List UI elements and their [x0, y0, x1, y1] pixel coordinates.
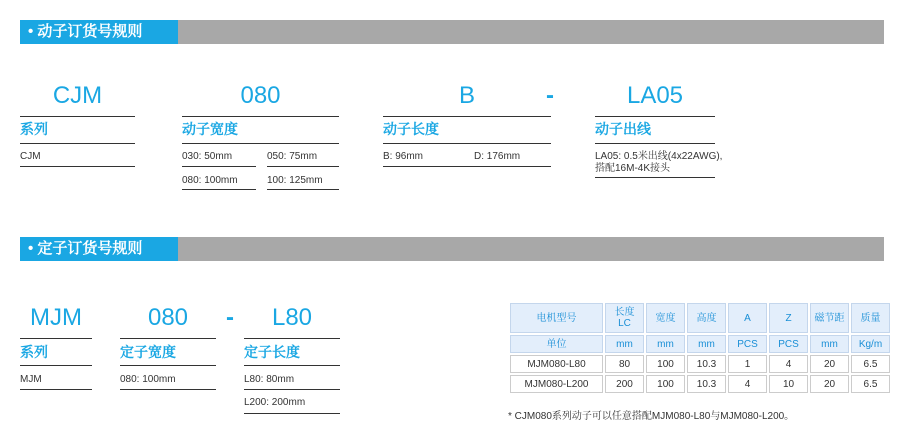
table-cell: 4	[769, 355, 808, 373]
stator-width-mid-line	[120, 365, 216, 366]
rotor-width-row2-line-a	[182, 189, 256, 190]
table-footnote: * CJM080系列动子可以任意搭配MJM080-L80与MJM080-L200。	[508, 411, 795, 422]
stator-series-label: 系列	[20, 344, 48, 360]
rotor-series-bottom-line	[20, 166, 135, 167]
table-cell: 6.5	[851, 355, 890, 373]
rotor-width-label: 动子宽度	[182, 121, 238, 137]
stator-section-bar	[20, 237, 884, 261]
rotor-outlet-value-line2: 搭配16M-4K接头	[595, 163, 671, 174]
rotor-length-label: 动子长度	[383, 121, 439, 137]
rotor-outlet-mid-line	[595, 143, 715, 144]
table-row	[510, 375, 890, 393]
table-header-cell: 高度	[687, 303, 726, 333]
table-unit-cell: PCS	[769, 335, 808, 353]
stator-length-mid-line	[244, 365, 340, 366]
table-header-cell: 质量	[851, 303, 890, 333]
rotor-length-bottom-line	[383, 166, 551, 167]
rotor-width-value-080: 080: 100mm	[182, 175, 238, 186]
table-cell: 200	[605, 375, 644, 393]
rotor-outlet-label: 动子出线	[595, 121, 651, 137]
table-cell: MJM080-L80	[510, 355, 603, 373]
table-cell: 20	[810, 375, 849, 393]
stator-code-length: L80	[271, 304, 313, 331]
rotor-width-row1-line-a	[182, 166, 256, 167]
table-unit-cell: mm	[605, 335, 644, 353]
stator-series-top-line	[20, 338, 92, 339]
stator-width-value: 080: 100mm	[120, 374, 176, 385]
stator-series-value: MJM	[20, 374, 42, 385]
table-header-cell: 磁节距	[810, 303, 849, 333]
stator-title-text: 定子订货号规则	[37, 240, 143, 257]
table-header-cell: 宽度	[646, 303, 685, 333]
rotor-length-value-d: D: 176mm	[474, 151, 521, 162]
table-row	[510, 355, 890, 373]
rotor-outlet-bottom-line	[595, 177, 715, 178]
table-unit-cell: mm	[810, 335, 849, 353]
rotor-series-label: 系列	[20, 121, 48, 137]
rotor-length-top-line	[383, 116, 551, 117]
table-header-cell: 电机型号	[510, 303, 603, 333]
rotor-width-value-050: 050: 75mm	[267, 151, 318, 162]
stator-code-width: 080	[147, 304, 189, 331]
table-cell: 100	[646, 375, 685, 393]
stator-length-value-l80: L80: 80mm	[244, 374, 295, 385]
stator-width-bottom-line	[120, 389, 216, 390]
rotor-series-value: CJM	[20, 151, 41, 162]
stator-section-title: • 定子订货号规则	[20, 237, 178, 261]
table-header-cell: A	[728, 303, 767, 333]
rotor-outlet-value-line1: LA05: 0.5米出线(4x22AWG),	[595, 151, 723, 162]
rotor-width-row2-line-b	[267, 189, 339, 190]
rotor-width-mid-line	[182, 143, 339, 144]
stator-length-row2-line	[244, 413, 340, 414]
table-cell: 80	[605, 355, 644, 373]
stator-code-series: MJM	[30, 304, 82, 331]
rotor-code-dash: -	[546, 82, 554, 109]
table-cell: 20	[810, 355, 849, 373]
table-header-cell: Z	[769, 303, 808, 333]
table-cell: 10.3	[687, 375, 726, 393]
stator-length-top-line	[244, 338, 340, 339]
rotor-width-top-line	[182, 116, 339, 117]
rotor-width-value-100: 100: 125mm	[267, 175, 323, 186]
table-unit-cell: mm	[646, 335, 685, 353]
rotor-series-mid-line	[20, 143, 135, 144]
rotor-length-mid-line	[383, 143, 551, 144]
rotor-code-length: B	[458, 82, 475, 109]
table-cell: 6.5	[851, 375, 890, 393]
table-cell: 10	[769, 375, 808, 393]
table-cell: MJM080-L200	[510, 375, 603, 393]
table-cell: 4	[728, 375, 767, 393]
rotor-code-series: CJM	[52, 82, 103, 109]
stator-series-mid-line	[20, 365, 92, 366]
table-cell: 100	[646, 355, 685, 373]
table-header-cell: 长度 LC	[605, 303, 644, 333]
rotor-code-outlet: LA05	[626, 82, 684, 109]
stator-width-label: 定子宽度	[120, 344, 176, 360]
table-unit-cell: PCS	[728, 335, 767, 353]
table-unit-cell: 单位	[510, 335, 603, 353]
stator-length-value-l200: L200: 200mm	[244, 397, 306, 408]
stator-series-bottom-line	[20, 389, 92, 390]
rotor-width-value-030: 030: 50mm	[182, 151, 233, 162]
rotor-outlet-top-line	[595, 116, 715, 117]
table-cell: 1	[728, 355, 767, 373]
table-cell: 10.3	[687, 355, 726, 373]
rotor-width-row1-line-b	[267, 166, 339, 167]
rotor-title-text: 动子订货号规则	[37, 23, 143, 40]
stator-spec-table	[508, 301, 892, 395]
table-unit-cell: mm	[687, 335, 726, 353]
rotor-section-title: • 动子订货号规则	[20, 20, 178, 44]
stator-code-dash: -	[226, 304, 234, 331]
stator-width-top-line	[120, 338, 216, 339]
stator-length-label: 定子长度	[244, 344, 300, 360]
rotor-code-width: 080	[240, 82, 281, 109]
table-unit-row	[510, 335, 890, 353]
table-unit-cell: Kg/m	[851, 335, 890, 353]
rotor-section-bar	[20, 20, 884, 44]
stator-length-row1-line	[244, 389, 340, 390]
rotor-series-top-line	[20, 116, 135, 117]
table-header-row	[510, 303, 890, 333]
rotor-length-value-b: B: 96mm	[383, 151, 424, 162]
